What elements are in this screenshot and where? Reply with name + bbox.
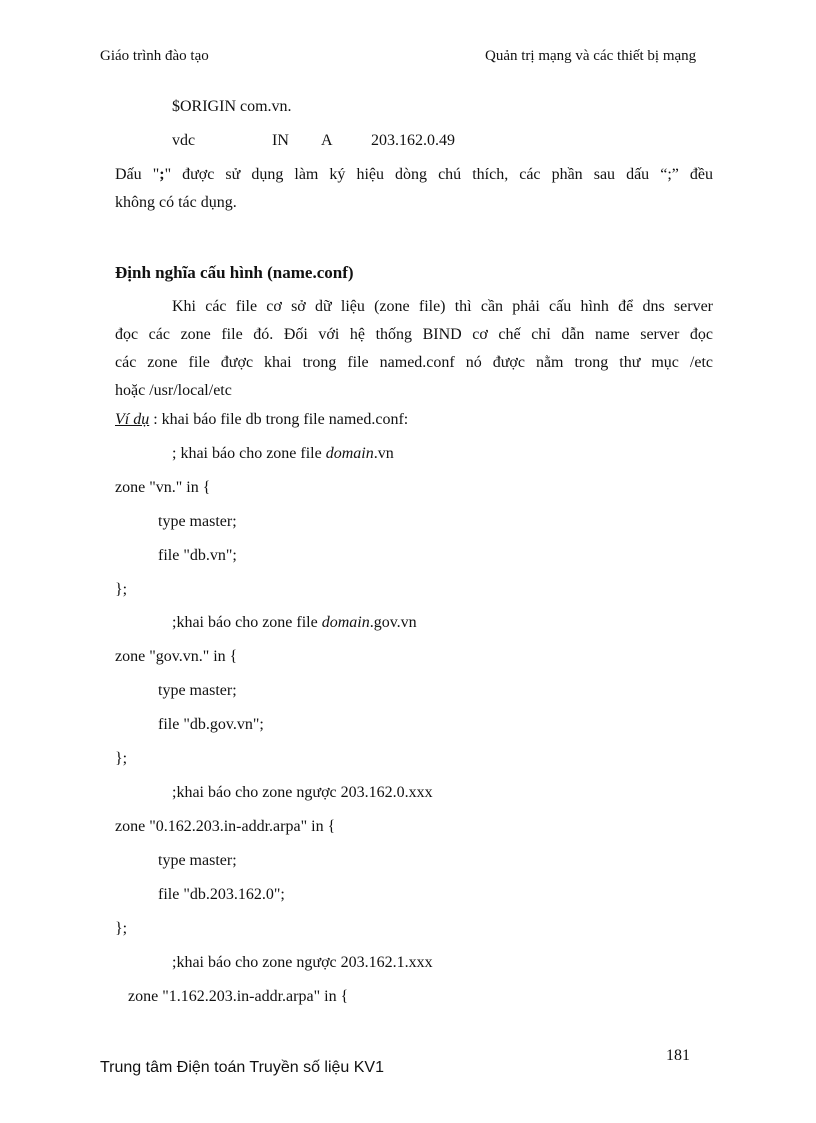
zone-comment-suffix: .gov.vn <box>369 614 417 631</box>
paragraph-line-1: Khi các file cơ sở dữ liệu (zone file) thì cần phải cấu hình để dns server <box>172 298 713 315</box>
zone-comment-emphasis: domain <box>325 445 374 462</box>
zone-file: file "db.vn"; <box>158 547 237 564</box>
zone-close: }; <box>115 750 128 767</box>
record-class: IN <box>272 132 289 149</box>
record-ip: 203.162.0.49 <box>371 132 455 149</box>
header-right-text: Quản trị mạng và các thiết bị mạng <box>485 48 697 64</box>
zone-open: zone "1.162.203.in-addr.arpa" in { <box>128 988 349 1005</box>
zone-open: zone "gov.vn." in { <box>115 648 238 665</box>
comment-note-line-2: không có tác dụng. <box>115 194 237 211</box>
zone-comment-suffix: .vn <box>373 445 394 462</box>
example-line <box>115 410 408 430</box>
zone-comment-emphasis: domain <box>321 614 370 631</box>
example-label: Ví dụ <box>115 411 150 428</box>
record-type: A <box>321 132 333 149</box>
zone-type: type master; <box>158 513 237 530</box>
zone-comment <box>172 444 394 464</box>
origin-line: $ORIGIN com.vn. <box>172 98 292 115</box>
footer-org: Trung tâm Điện toán Truyền số liệu KV1 <box>100 1059 384 1076</box>
note-suffix: " được sử dụng làm ký hiệu dòng chú thích, các phần sau dấu “;” đều <box>164 166 714 183</box>
zone-close: }; <box>115 920 128 937</box>
zone-open: zone "vn." in { <box>115 479 211 496</box>
zone-comment-text: ; khai báo cho zone file <box>172 445 326 462</box>
header-left-text: Giáo trình đào tạo <box>100 48 209 64</box>
zone-open: zone "0.162.203.in-addr.arpa" in { <box>115 818 336 835</box>
zone-comment <box>172 613 417 633</box>
zone-file: file "db.gov.vn"; <box>158 716 264 733</box>
page-number: 181 <box>666 1047 690 1064</box>
paragraph-line-4: hoặc /usr/local/etc <box>115 382 232 399</box>
zone-type: type master; <box>158 682 237 699</box>
zone-close: }; <box>115 581 128 598</box>
zone-comment: ;khai báo cho zone ngược 203.162.0.xxx <box>172 784 433 801</box>
note-prefix: Dấu " <box>115 166 160 183</box>
note-semicolon: ; <box>159 166 165 183</box>
paragraph-line-3: các zone file được khai trong file named.conf nó được nằm trong thư mục /etc <box>115 354 713 371</box>
comment-note-line-1 <box>115 165 713 185</box>
zone-comment: ;khai báo cho zone ngược 203.162.1.xxx <box>172 954 433 971</box>
section-title: Định nghĩa cấu hình (name.conf) <box>115 263 354 282</box>
example-text: : khai báo file db trong file named.conf: <box>149 411 409 428</box>
zone-file: file "db.203.162.0"; <box>158 886 285 903</box>
zone-comment-text: ;khai báo cho zone file <box>172 614 322 631</box>
record-name: vdc <box>172 132 196 149</box>
paragraph-line-2: đọc các zone file đó. Đối với hệ thống BIND cơ chế chỉ dẫn name server đọc <box>115 326 713 343</box>
zone-type: type master; <box>158 852 237 869</box>
